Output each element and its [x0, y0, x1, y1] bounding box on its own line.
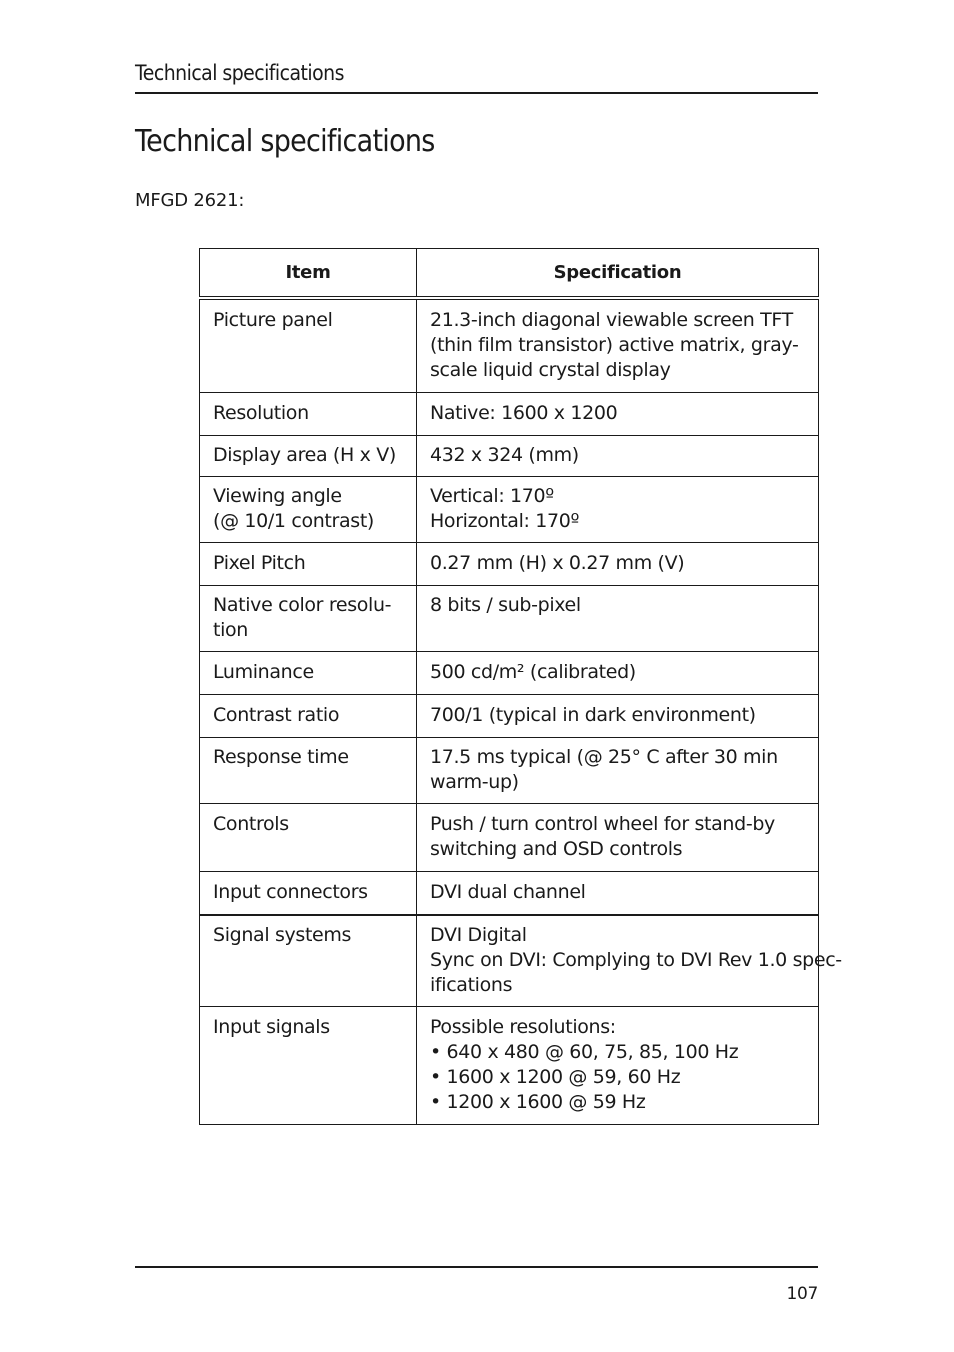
specification-cell: [417, 695, 819, 738]
specification-text: 500 cd/m² (calibrated): [430, 661, 636, 683]
table-header-row: [200, 249, 819, 299]
item-text: Resolution: [213, 402, 309, 424]
running-header: [135, 60, 818, 94]
specification-text: ifications: [430, 974, 513, 996]
specification-cell: [417, 738, 819, 804]
specification-text: Possible resolutions:: [430, 1016, 616, 1038]
specification-cell: [417, 872, 819, 916]
table-row: [200, 695, 819, 738]
column-header-specification: Specification: [417, 249, 819, 299]
specification-cell: [417, 436, 819, 477]
table-body: [200, 298, 842, 1125]
specification-text: Sync on DVI: Complying to DVI Rev 1.0 spec-: [430, 949, 842, 971]
item-cell: [200, 586, 417, 652]
table-row: [200, 915, 819, 1007]
item-cell: [200, 738, 417, 804]
item-text: Input connectors: [213, 881, 368, 903]
specification-text: (thin film transistor) active matrix, gray-: [430, 334, 799, 356]
table-row: [200, 586, 819, 652]
table-row: [200, 804, 819, 872]
specification-text: scale liquid crystal display: [430, 359, 671, 381]
item-cell: [200, 695, 417, 738]
column-header-item: Item: [200, 249, 417, 299]
item-text: Native color resolu-: [213, 594, 392, 616]
item-cell: [200, 393, 417, 436]
specification-text: Push / turn control wheel for stand-by: [430, 813, 775, 835]
specification-text: Native: 1600 x 1200: [430, 402, 618, 424]
specification-text: Horizontal: 170º: [430, 510, 580, 532]
table-row: [200, 393, 819, 436]
item-text: Signal systems: [213, 924, 352, 946]
running-header-title: Technical specifications: [135, 61, 344, 85]
model-label: MFGD 2621:: [135, 190, 245, 211]
item-cell: [200, 436, 417, 477]
specification-cell: [417, 915, 842, 1007]
specification-text: 700/1 (typical in dark environment): [430, 704, 756, 726]
specification-text: switching and OSD controls: [430, 838, 683, 860]
item-text: Luminance: [213, 661, 314, 683]
item-cell: [200, 915, 417, 1007]
specification-cell: [417, 804, 819, 872]
page-number: 107: [786, 1284, 818, 1304]
table-row: [200, 872, 819, 916]
specification-text: 8 bits / sub-pixel: [430, 594, 581, 616]
specification-text: DVI Digital: [430, 924, 527, 946]
running-footer-rule: [135, 1266, 818, 1268]
item-text: Response time: [213, 746, 349, 768]
table-row: [200, 1007, 819, 1125]
item-text: (@ 10/1 contrast): [213, 510, 374, 532]
table-row: [200, 298, 819, 393]
item-text: Picture panel: [213, 309, 333, 331]
specification-text: 432 x 324 (mm): [430, 444, 579, 466]
table-row: [200, 738, 819, 804]
specification-cell: [417, 393, 819, 436]
item-cell: [200, 1007, 417, 1125]
specification-text: 17.5 ms typical (@ 25° C after 30 min: [430, 746, 778, 768]
table-row: [200, 543, 819, 586]
item-text: Input signals: [213, 1016, 330, 1038]
item-cell: [200, 652, 417, 695]
item-text: Display area (H x V): [213, 444, 396, 466]
item-cell: [200, 872, 417, 916]
specification-text: warm-up): [430, 771, 519, 793]
specification-text: • 640 x 480 @ 60, 75, 85, 100 Hz: [430, 1041, 739, 1063]
specification-cell: [417, 586, 819, 652]
item-text: Pixel Pitch: [213, 552, 306, 574]
specification-text: Vertical: 170º: [430, 485, 554, 507]
item-cell: [200, 543, 417, 586]
specification-text: 0.27 mm (H) x 0.27 mm (V): [430, 552, 685, 574]
specification-text: 21.3-inch diagonal viewable screen TFT: [430, 309, 793, 331]
table-row: [200, 436, 819, 477]
specification-text: • 1200 x 1600 @ 59 Hz: [430, 1091, 646, 1113]
specification-text: • 1600 x 1200 @ 59, 60 Hz: [430, 1066, 681, 1088]
specification-cell: [417, 652, 819, 695]
item-text: tion: [213, 619, 248, 641]
item-cell: [200, 298, 417, 393]
item-cell: [200, 477, 417, 543]
specification-cell: [417, 298, 819, 393]
item-text: Viewing angle: [213, 485, 342, 507]
specification-cell: [417, 543, 819, 586]
item-text: Contrast ratio: [213, 704, 340, 726]
item-cell: [200, 804, 417, 872]
table-row: [200, 652, 819, 695]
page-title: Technical specifications: [135, 124, 435, 159]
table-row: [200, 477, 819, 543]
specification-cell: [417, 477, 819, 543]
spec-table: [199, 248, 842, 1125]
specification-text: DVI dual channel: [430, 881, 586, 903]
specification-cell: [417, 1007, 819, 1125]
item-text: Controls: [213, 813, 289, 835]
